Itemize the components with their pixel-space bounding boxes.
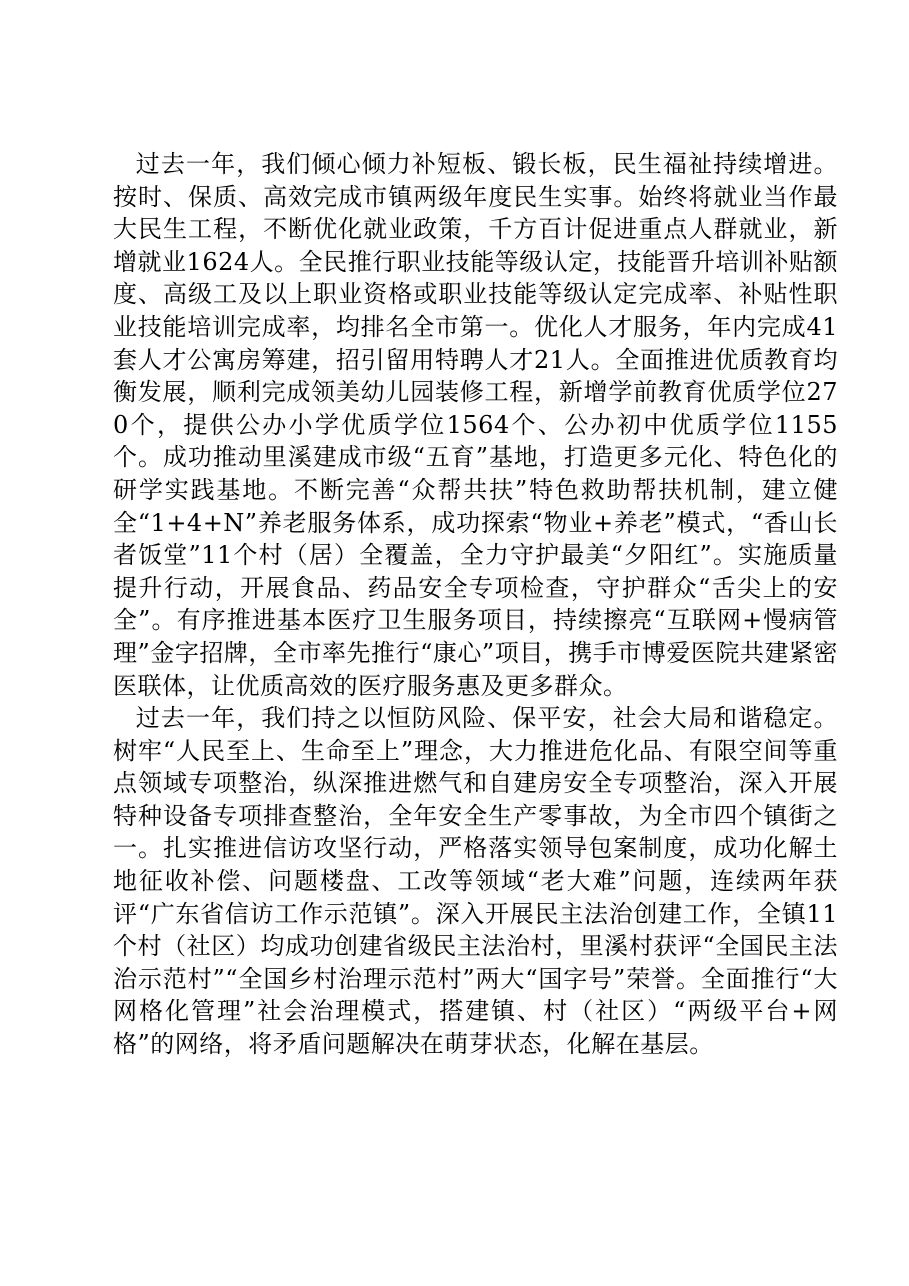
paragraph-livelihood: 过去一年，我们倾心倾力补短板、锻长板，民生福祉持续增进。按时、保质、高效完成市镇两级年度民生实事。始终将就业当作最大民生工程，不断优化就业政策，千方百计促进重点人群就业，新增就业1624人。全民推行职业技能等级认定，技能晋升培训补贴额度、高级工及以上职业资格或职业技能等级认定完成率、补贴性职业技能培训完成率，均排名全市第一。优化人才服务，年内完成41套人才公寓房筹建，招引留用特聘人才21人。全面推进优质教育均衡发展，顺利完成领美幼儿园装修工程，新增学前教育优质学位270个，提供公办小学优质学位1564个、公办初中优质学位1155个。成功推动里溪建成市级“五育”基地，打造更多元化、特色化的研学实践基地。不断完善“众帮共扶”特色救助帮扶机制，建立健全“1+4+N”养老服务体系，成功探索“物业+养老”模式，“香山长者饭堂”11个村（居）全覆盖，全力守护最美“夕阳红”。实施质量提升行动，开展食品、药品安全专项检查，守护群众“舌尖上的安全”。有序推进基本医疗卫生服务项目，持续擦亮“互联网+慢病管理”金字招牌，全市率先推行“康心”项目，携手市博爱医院共建紧密医联体，让优质高效的医疗服务惠及更多群众。: [113, 150, 838, 700]
document-page: [113, 148, 838, 1061]
paragraph-safety: 过去一年，我们持之以恒防风险、保平安，社会大局和谐稳定。树牢“人民至上、生命至上”理念，大力推进危化品、有限空间等重点领域专项整治，纵深推进燃气和自建房安全专项整治，深入开展特种设备专项排查整治，全年安全生产零事故，为全市四个镇街之一。扎实推进信访攻坚行动，严格落实领导包案制度，成功化解土地征收补偿、问题楼盘、工改等领域“老大难”问题，连续两年获评“广东省信访工作示范镇”。深入开展民主法治创建工作，全镇11个村（社区）均成功创建省级民主法治村，里溪村获评“全国民主法治示范村”“全国乡村治理示范村”两大“国字号”荣誉。全面推行“大网格化管理”社会治理模式，搭建镇、村（社区）“两级平台+网格”的网络，将矛盾问题解决在萌芽状态，化解在基层。: [113, 704, 838, 1059]
